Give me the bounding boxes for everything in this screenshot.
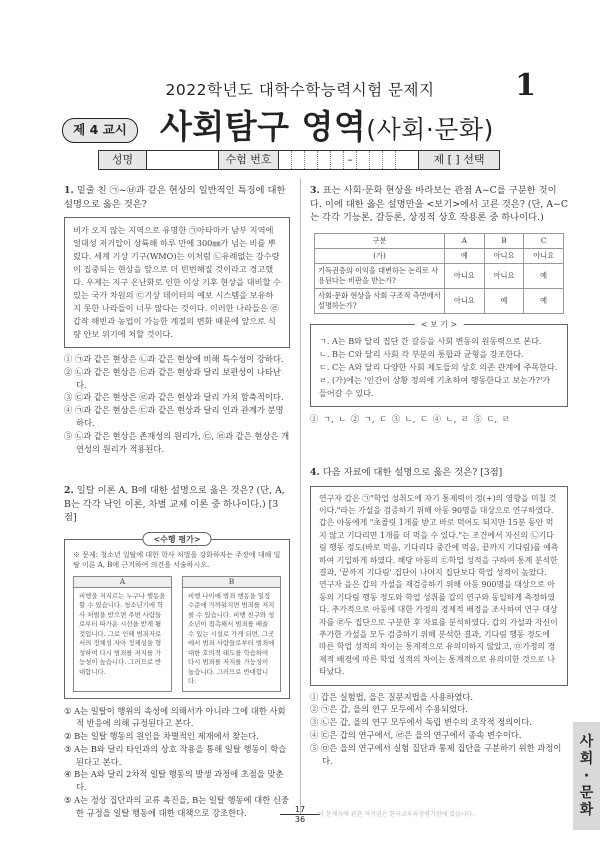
subject-sub: (사회·문화) (366, 115, 494, 144)
subject-main: 사회탐구 영역 (160, 107, 367, 146)
id-field[interactable] (279, 151, 419, 169)
question-4-stem: 4. 다음 자료에 대한 설명으로 옳은 것은? [3점] (310, 467, 503, 478)
table-header: B (484, 233, 524, 248)
info-bar (98, 150, 500, 170)
subject-side-tab: 사 회 · 문 화 (573, 722, 600, 830)
question-4-options (310, 691, 568, 768)
id-label: 수험 번호 (219, 151, 279, 169)
perspective-table (314, 233, 564, 314)
name-field[interactable] (147, 151, 219, 169)
bogi-item: ㄴ. B는 C와 달리 사회 각 부분의 통합과 균형을 강조한다. (319, 348, 524, 359)
page-number: 1 (515, 68, 536, 103)
option[interactable]: ⑤ A는 정상 집단과의 교류 촉진을, B는 일탈 행동에 대한 신중한 규정을 일탈 행동에 대한 대책으로 강조한다. (64, 795, 289, 818)
table-row: (가) 예 아니요 아니요 (315, 248, 564, 263)
question-1-passage: 비가 오지 않는 지역으로 유명한 ㉠아타마카 남부 지역에 얼대성 저기압이 상륙해 하루 만에 300㎜가 넘는 비를 뿌렸다. 세계 기상 기구(WMO)는 이처럼 ㉡유례없는 강수량이 집중되는 현상을 앞으로 더 빈번해질 것이라고 경고했다. 우제는 지구 온난화로 인한 이상 기후 현상을 대비할 수 있는 국가 차원의 ㉢기상 데이터의 예보 시스템을 보유하지 못한 나라들이 너무 많다는 것이다. 이러한 나라들은 ㉣갑작 해빈과 농업이 가능한 계절의 변화 때문에 앞으로 식량 안보 위기에 처할 것이다. (64, 217, 290, 348)
column-divider (300, 178, 301, 815)
table-row: 사회·문화 현상을 사회 구조적 측면에서 설명하는가? 아니요 예 예 (315, 288, 564, 313)
question-2 (64, 484, 290, 820)
theory-a-column: A 비행을 저지르는 누구나 행동을 할 수 있습니다. 청소년기에 학사 처벌을 받으면 주변 사람들로부터 따가운 시선을 받게 될 것입니다. 그로 인해 범죄자로서의 정체성 자아 정체성을 형성하여 다시 범죄를 저지를 가능성이 높습니다. 그러므로 반대합니다. (73, 576, 172, 692)
question-4 (310, 466, 568, 767)
exam-title: 2022학년도 대학수학능력시험 문제지 (165, 81, 435, 99)
bogi-item: ㄱ. A는 B와 달리 집단 간 갈등을 사회 변동의 원동력으로 본다. (319, 335, 542, 346)
option[interactable]: ② ㉠은 갑, 을의 연구 모두에서 수용되었다. (310, 704, 468, 715)
current-page: 17 (280, 805, 320, 815)
question-3-stem: 3. 표는 사회·문화 현상을 바라보는 관점 A~C를 구분한 것이다. 이에 대한 옳은 설명만을 <보기>에서 고른 것은? (단, A~C는 각각 기능론, 갈등론, 상징적 상호 작용론 중 하나이다.) (310, 185, 568, 223)
option[interactable]: ① 갑은 실험법, 을은 질문지법을 사용하였다. (310, 691, 474, 702)
theory-b-column: B 비행 나이에 범죄 행동을 일정 수준에 가까워지면 범죄를 저지를 수 있습니다. 비행 친구와 청소년이 접촉해서 범죄를 배울 수 있는 시설로 가게 되면, 그곳에서 범죄 사람들로부터 범죄에 대한 호의적 태도를 학습하여 다시 범죄를 저지를 가능성이 높습니다. 그러므로 반대합니다. (182, 576, 281, 692)
option[interactable]: ① A는 일탈이 행위의 속성에 의해서가 아니라 그에 대한 사회적 반응에 의해 규정된다고 본다. (64, 705, 286, 729)
option[interactable]: ③ A는 B와 달리 타인과의 상호 작용을 통해 일탈 행동이 학습된다고 본다. (64, 743, 287, 767)
bogi-box (310, 319, 568, 407)
option[interactable]: ⑤ ㉡과 같은 현상은 존재성의 원리가, ㉢, ㉣과 같은 현상은 개연성의 원리가 적용된다. (64, 430, 290, 454)
question-1-options (64, 353, 290, 455)
performance-box (64, 533, 290, 699)
page-counter (280, 805, 320, 824)
name-label: 성명 (99, 151, 147, 169)
theory-a-text: 비행을 저지르는 누구나 행동을 할 수 있습니다. 청소년기에 학사 처벌을 받으면 주변 사람들로부터 따가운 시선을 받게 될 것입니다. 그로 인해 범죄자로서의 정체성 자아 정체성을 형성하여 다시 범죄를 저지를 가능성이 높습니다. 그러므로 반대합니다. (79, 591, 166, 676)
question-1-stem: 1. 밑줄 친 ㉠~㉥과 같은 현상의 일반적인 특징에 대한 설명으로 옳은 것은? (64, 185, 286, 210)
option[interactable]: ④ ㉠과 같은 현상은 ㉢과 같은 현상과 달리 인과 관계가 분명하다. (64, 405, 284, 428)
option[interactable]: ② B는 일탈 행동의 원인을 차별적인 제재에서 찾는다. (64, 731, 259, 742)
option[interactable]: ② ㉡과 같은 현상은 ㉢과 같은 현상과 달리 보편성이 나타난다. (64, 366, 281, 390)
option[interactable]: ① ㉠과 같은 현상은 ㉡과 같은 현상에 비해 특수성이 강하다. (64, 354, 284, 364)
copyright-notice: 이 문제지에 관한 저작권은 한국교육과정평가원에 있습니다. (318, 811, 475, 818)
table-header: A (445, 233, 485, 248)
performance-prompt: ※ 문제: 청소년 일탈에 대한 학사 처벌을 강화하자는 주장에 대해 일탈 이론 A, B에 근거하여 의견을 서술하시오. (73, 550, 281, 569)
option[interactable]: ④ B는 A와 달리 2차적 일탈 행동의 발생 과정에 초점을 맞춘다. (64, 769, 284, 793)
question-2-stem: 2. 일탈 이론 A, B에 대한 설명으로 옳은 것은? (단, A, B는 각각 낙인 이론, 차별 교제 이론 중 하나이다.) [3점] (64, 485, 285, 523)
table-row: 기득권층의 이익을 대변하는 논리로 사용된다는 비판을 받는가? 아니요 아니요 예 (315, 263, 564, 288)
table-header: 구분 (315, 233, 445, 248)
question-2-options (64, 705, 290, 820)
performance-title: <수행 평가> (142, 532, 211, 546)
bogi-caption: < 보 기 > (415, 318, 464, 331)
total-pages: 36 (294, 815, 306, 824)
table-header: C (524, 233, 564, 248)
bogi-item: ㄹ. (가)에는 '인간이 상황 정의에 기초하여 행동한다고 보는가?'가 들어갈 수 있다. (319, 374, 551, 398)
option[interactable]: ⑤ ㉤은 을의 연구에서 실험 집단과 통제 집단을 구분하기 위한 과정이다. (310, 742, 562, 766)
question-1 (64, 184, 290, 455)
theory-b-text: 비행 나이에 범죄 행동을 일정 수준에 가까워지면 범죄를 저지를 수 있습니다. 비행 친구와 청소년이 접촉해서 범죄를 배울 수 있는 시설로 가게 되면, 그곳에서 범죄 사람들로부터 범죄에 대한 호의적 태도를 학습하여 다시 범죄를 저지를 가능성이 높습니다. 그러므로 반대합니다. (188, 591, 275, 685)
bogi-item: ㄷ. C는 A와 달리 다양한 사회 제도들의 상호 의존 관계에 주목한다. (319, 361, 558, 372)
option[interactable]: ③ ㉢과 같은 현상은 ㉣과 같은 현상과 달리 가치 함축적이다. (64, 392, 284, 403)
question-4-passage: 연구자 갑은 ㉠"학업 성취도에 자기 통제력이 정(+)의 영향을 미칠 것이다."라는 가설을 검증하기 위해 아동 90명을 대상으로 연구하였다. 갑은 아동에게 "초콜릿 1개를 받고 바로 먹어도 되지만 15분 동안 먹지 않고 기다리면 1개를 더 먹을 수 있다."는 조건에서 자신의 ㉡기다림 행동 정도(바로 먹음, 기다리다 중간에 먹음, 끝까지 기다림)를 예측하여 기입하게 하였다. 해당 아동의 ㉢학업 성적을 구하여 통계 분석한 결과, '끝까지 기다림' 집단이 나머지 집단보다 학업 성적이 높았다. 연구자 을은 갑의 가설을 재검증하기 위해 아동 900명을 대상으로 아동의 기다림 행동 정도와 학업 성취를 갑의 연구와 동일하게 측정하였다. 추가적으로 아동에 대한 가정의 경제적 배경을 조사하여 연구 대상자를 ㉣두 집단으로 구분한 후 자료를 분석하였다. 갑의 가설과 자신이 추가한 가설을 모두 검증하기 위해 분석한 결과, 기다림 행동 정도에 따른 학업 성적의 차이는 통계적으로 유의미하지 않았고, ㉤가정의 경제적 배경에 따른 학업 성적의 차이는 통계적으로 유의미한 것으로 나타났다. (310, 486, 568, 686)
choice-label: 제 [ ] 선택 (419, 151, 499, 169)
id-dash: – (344, 151, 357, 169)
option[interactable]: ③ ㉡은 갑, 을의 연구 모두에서 독립 변수의 조작적 정의이다. (310, 717, 532, 728)
option[interactable]: ④ ㉢은 갑의 연구에서, ㉣은 을의 연구에서 종속 변수이다. (310, 729, 522, 740)
subject-title (160, 101, 494, 148)
question-3 (310, 184, 568, 425)
question-3-options[interactable]: ① ㄱ, ㄴ ② ㄱ, ㄷ ③ ㄴ, ㄷ ④ ㄴ, ㄹ ⑤ ㄷ, ㄹ (310, 413, 510, 424)
period-badge: 제 4 교시 (62, 118, 138, 143)
